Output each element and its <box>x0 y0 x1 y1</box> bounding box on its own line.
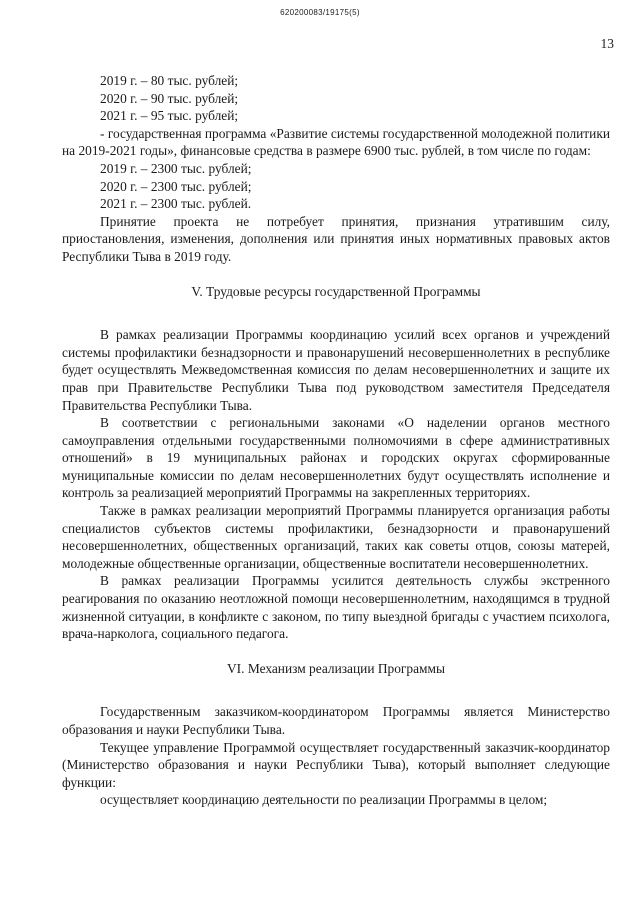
section-5-paragraph: В соответствии с региональными законами «О наделении органов местного самоуправления отдельными государственными полномочиями в сфере административных отношений» в 19 муниципальных районах и городских округах сформированные муниципальные комиссии по делам несовершеннолетних будут осуществлять исполнение и контроль за реализацией мероприятий Программы на закрепленных территориях. <box>62 415 610 501</box>
funding-line: 2019 г. – 2300 тыс. рублей; <box>100 160 252 176</box>
funding-line: 2020 г. – 90 тыс. рублей; <box>100 90 239 106</box>
page-number: 13 <box>600 36 614 51</box>
adoption-paragraph: Принятие проекта не потребует принятия, признания утратившим силу, приостановления, изменения, дополнения или принятия иных нормативных правовых актов Республики Тыва в 2019 году. <box>62 213 610 264</box>
funding-line: 2020 г. – 2300 тыс. рублей; <box>100 178 252 194</box>
section-5-paragraph: В рамках реализации Программы координацию усилий всех органов и учреждений системы профилактики безнадзорности и правонарушений несовершеннолетних в республике будет осуществлять Межведомственная комиссия по делам несовершеннолетних и защите их прав при Правительстве Республики Тыва под руководством заместителя Председателя Правительства Республики Тыва. <box>62 327 610 413</box>
section-6-paragraph: Текущее управление Программой осуществляет государственный заказчик-координатор (Министерство образования и науки Республики Тыва), который выполняет следующие функции: <box>62 739 610 790</box>
funding-line: 2019 г. – 80 тыс. рублей; <box>100 73 239 88</box>
section-6-paragraph: Государственным заказчиком-координатором Программы является Министерство образования и науки Республики Тыва. <box>62 704 610 737</box>
document-id: 620200083/19175(5) <box>280 8 360 17</box>
section-5-paragraph: Также в рамках реализации мероприятий Программы планируется организация работы специалистов субъектов системы профилактики, безнадзорности и правонарушений несовершеннолетних, общественных организаций, таких как советы отцов, союзы матерей, молодежные общественные организации, общественные воспитатели несовершеннолетних. <box>62 503 610 571</box>
section-6-paragraph: осуществляет координацию деятельности по реализации Программы в целом; <box>100 792 548 808</box>
funding-line: 2021 г. – 95 тыс. рублей; <box>100 108 239 124</box>
section-5-heading: V. Трудовые ресурсы государственной Программы <box>191 283 481 299</box>
document-body <box>62 72 610 809</box>
funding-line: 2021 г. – 2300 тыс. рублей. <box>100 196 252 212</box>
section-6-heading: VI. Механизм реализации Программы <box>227 660 445 676</box>
program-paragraph: - государственная программа «Развитие системы государственной молодежной политики на 2019-2021 годы», финансовые средства в размере 6900 тыс. рублей, в том числе по годам: <box>62 125 610 159</box>
section-5-paragraph: В рамках реализации Программы усилится деятельность службы экстренного реагирования по оказанию неотложной помощи несовершеннолетним, находящимся в трудной жизненной ситуации, в конфликте с законом, по типу выездной бригады с участием психолога, врача-нарколога, социального педагога. <box>62 573 610 642</box>
